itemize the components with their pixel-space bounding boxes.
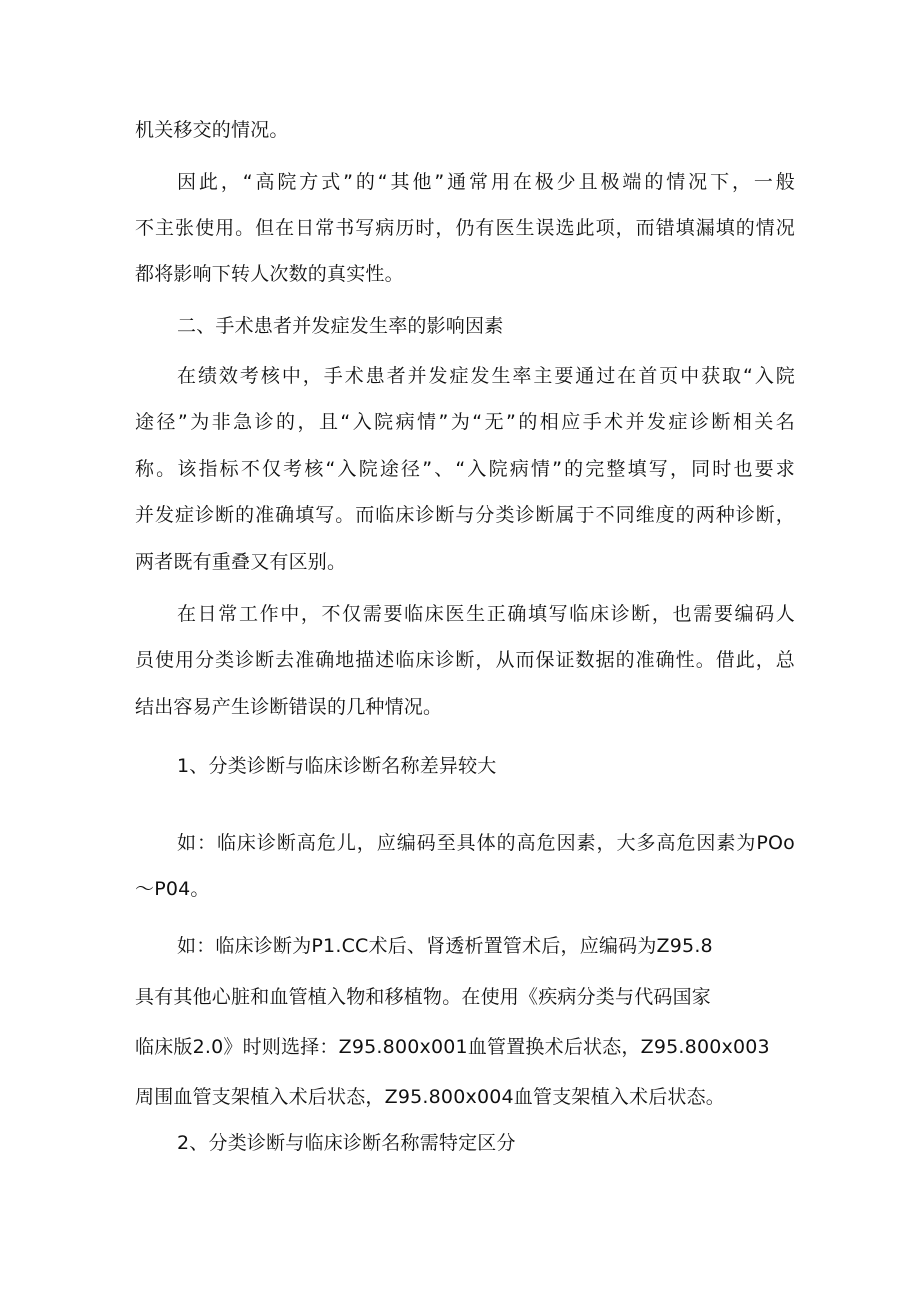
- subsection-heading: 2、分类诊断与临床诊断名称需特定区分: [177, 1132, 516, 1154]
- paragraph-line: 在绩效考核中，手术患者并发症发生率主要通过在首页中获取“入院: [177, 365, 795, 387]
- paragraph-line: 两者既有重叠又有区别。: [135, 551, 347, 573]
- subsection-heading: 1、分类诊断与临床诊断名称差异较大: [177, 755, 497, 777]
- paragraph-line: ～P04。: [135, 878, 210, 900]
- paragraph-line: 都将影响下转人次数的真实性。: [135, 263, 404, 285]
- paragraph-line: 机关移交的情况。: [135, 119, 289, 141]
- paragraph-line: 并发症诊断的准确填写。而临床诊断与分类诊断属于不同维度的两种诊断，: [135, 504, 795, 526]
- paragraph-line: 如：临床诊断为P1.CC术后、肾透析置管术后，应编码为Z95.8: [177, 935, 713, 957]
- paragraph-line: 不主张使用。但在日常书写病历时，仍有医生误选此项，而错填漏填的情况: [135, 217, 795, 239]
- paragraph-line: 周围血管支架植入术后状态，Z95.800x004血管支架植入术后状态。: [135, 1086, 726, 1108]
- paragraph-line: 途径”为非急诊的，且“入院病情”为“无”的相应手术并发症诊断相关名: [135, 411, 795, 433]
- section-heading: 二、手术患者并发症发生率的影响因素: [177, 315, 504, 337]
- paragraph-line: 因此，“高院方式”的“其他”通常用在极少且极端的情况下，一般: [177, 171, 795, 193]
- paragraph-line: 在日常工作中，不仅需要临床医生正确填写临床诊断，也需要编码人: [177, 603, 795, 625]
- paragraph-line: 员使用分类诊断去准确地描述临床诊断，从而保证数据的准确性。借此，总: [135, 649, 795, 671]
- paragraph-line: 结出容易产生诊断错误的几种情况。: [135, 696, 443, 718]
- paragraph-line: 称。该指标不仅考核“入院途径”、“入院病情”的完整填写，同时也要求: [135, 458, 795, 480]
- paragraph-line: 具有其他心脏和血管植入物和移植物。在使用《疾病分类与代码国家: [135, 986, 712, 1008]
- paragraph-line: 如：临床诊断高危儿，应编码至具体的高危因素，大多高危因素为POo: [177, 832, 795, 854]
- paragraph-line: 临床版2.0》时则选择：Z95.800x001血管置换术后状态，Z95.800x003: [135, 1036, 770, 1058]
